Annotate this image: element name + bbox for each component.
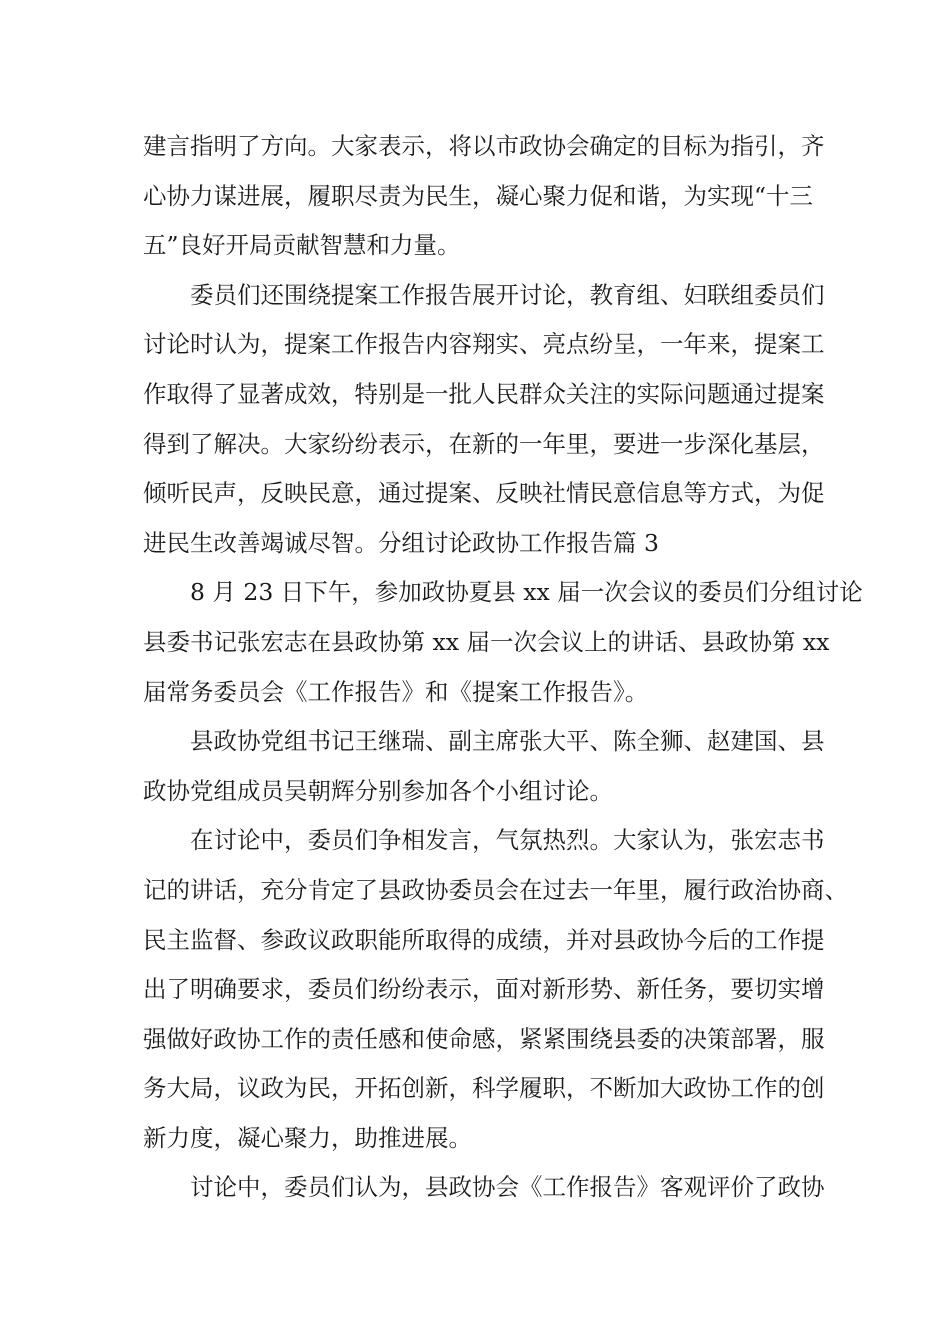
paragraph-2-line-5: 倾听民声，反映民意，通过提案、反映社情民意信息等方式，为促: [143, 479, 825, 508]
paragraph-5-line-4: 出了明确要求，委员们纷纷表示，面对新形势、新任务，要切实增: [143, 975, 825, 1004]
paragraph-5-line-5: 强做好政协工作的责任感和使命感，紧紧围绕县委的决策部署，服: [143, 1024, 825, 1053]
paragraph-2-line-4: 得到了解决。大家纷纷表示，在新的一年里，要进一步深化基层，: [143, 429, 825, 458]
paragraph-2-line-6: 进民生改善竭诚尽智。分组讨论政协工作报告篇 3: [143, 528, 659, 557]
document-body: [143, 122, 863, 1213]
paragraph-1-line-1: 建言指明了方向。大家表示，将以市政协会确定的目标为指引，齐: [143, 132, 825, 160]
paragraph-2-line-1: 委员们还围绕提案工作报告展开讨论，教育组、妇联组委员们: [190, 280, 825, 309]
paragraph-2-line-2: 讨论时认为，提案工作报告内容翔实、亮点纷呈，一年来，提案工: [143, 330, 825, 359]
paragraph-1-line-2: 心协力谋进展，履职尽责为民生，凝心聚力促和谐，为实现“十三: [143, 181, 814, 210]
paragraph-3-line-3: 届常务委员会《工作报告》和《提案工作报告》。: [143, 677, 649, 706]
paragraph-1-line-3: 五”良好开局贡献智慧和力量。: [143, 231, 461, 260]
paragraph-5-line-3: 民主监督、参政议政职能所取得的成绩，并对县政协今后的工作提: [143, 925, 825, 954]
paragraph-6-line-1: 讨论中，委员们认为，县政协会《工作报告》客观评价了政协: [190, 1173, 825, 1202]
paragraph-5-line-6: 务大局，议政为民，开拓创新，科学履职，不断加大政协工作的创: [143, 1074, 825, 1103]
paragraph-3-line-1: 8 月 23 日下午，参加政协夏县 xx 届一次会议的委员们分组讨论: [190, 578, 863, 607]
paragraph-2-line-3: 作取得了显著成效，特别是一批人民群众关注的实际问题通过提案: [143, 379, 825, 408]
paragraph-3-line-2: 县委书记张宏志在县政协第 xx 届一次会议上的讲话、县政协第 xx: [143, 627, 830, 656]
paragraph-5-line-1: 在讨论中，委员们争相发言，气氛热烈。大家认为，张宏志书: [190, 826, 825, 855]
paragraph-5-line-2: 记的讲话，充分肯定了县政协委员会在过去一年里，履行政治协商、: [143, 875, 848, 904]
paragraph-4-line-2: 政协党组成员吴朝辉分别参加各个小组讨论。: [143, 776, 613, 805]
paragraph-4-line-1: 县政协党组书记王继瑞、副主席张大平、陈全狮、赵建国、县: [190, 727, 825, 756]
paragraph-5-line-7: 新力度，凝心聚力，助推进展。: [143, 1123, 472, 1152]
